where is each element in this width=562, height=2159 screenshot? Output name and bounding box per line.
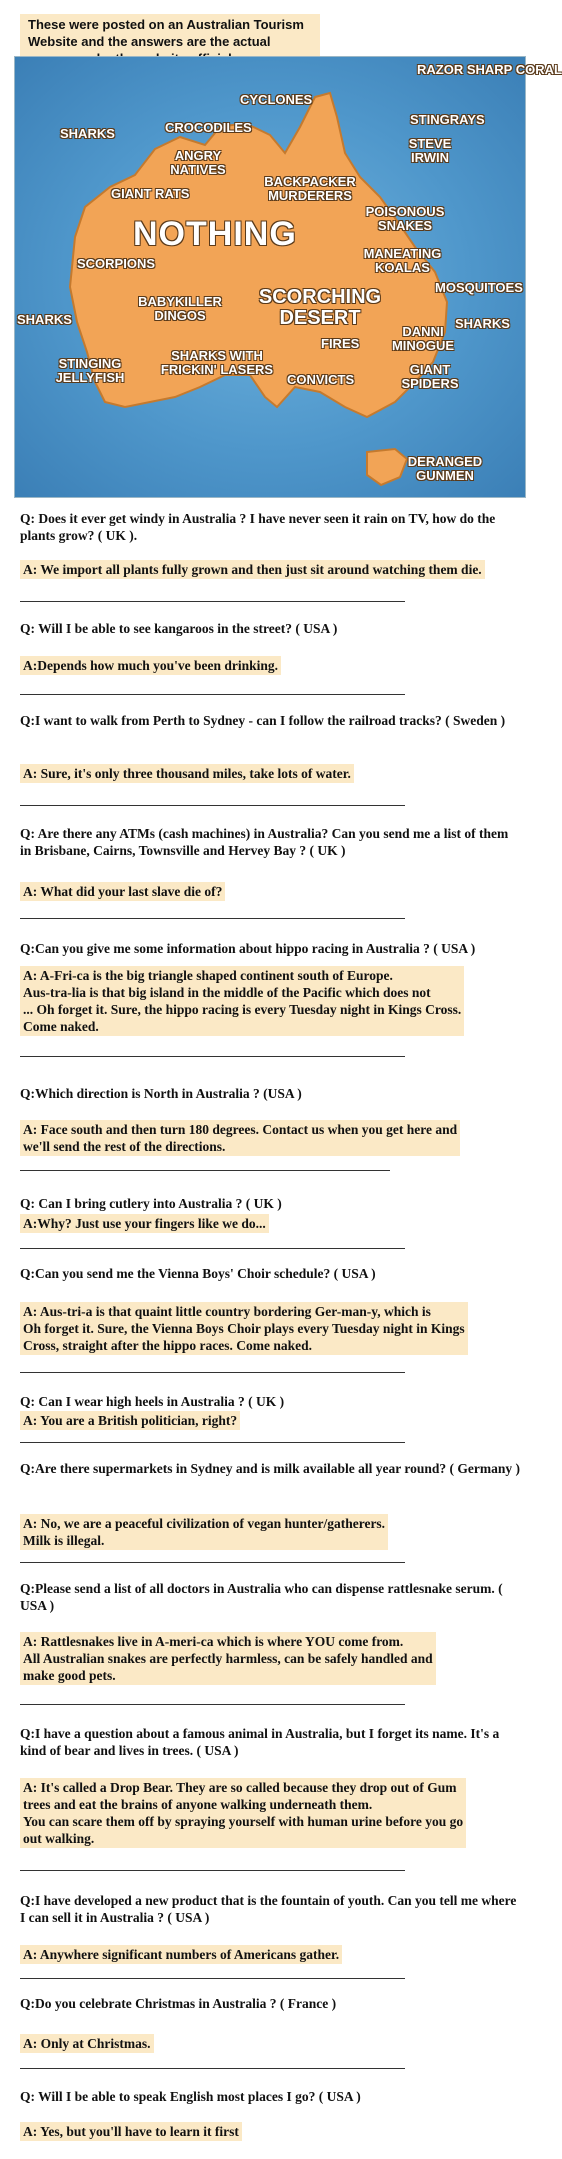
divider xyxy=(20,1562,405,1563)
label-maneating-koalas: MANEATING KOALAS xyxy=(363,246,442,275)
divider xyxy=(20,1372,405,1373)
label-convicts: CONVICTS xyxy=(287,372,355,387)
answer-0 xyxy=(20,560,485,579)
answer-line: A: No, we are a peaceful civilization of vegan hunter/gatherers. xyxy=(23,1516,386,1531)
answer-9 xyxy=(20,1514,388,1550)
label-razor-sharp-coral: RAZOR SHARP CORAL xyxy=(417,62,562,77)
answer-4 xyxy=(20,966,464,1036)
answer-6 xyxy=(20,1214,269,1233)
question-10: Q:Please send a list of all doctors in Australia who can dispense rattlesnake serum. ( USA ) xyxy=(20,1581,503,1613)
label-danni-minogue: DANNI MINOGUE xyxy=(391,324,455,353)
question-6: Q: Can I bring cutlery into Australia ? ( UK ) xyxy=(20,1196,282,1211)
question-0: Q: Does it ever get windy in Australia ? I have never seen it rain on TV, how do the plants grow? ( UK ). xyxy=(20,511,496,543)
divider xyxy=(20,1442,405,1443)
divider xyxy=(20,805,405,806)
answer-line: Milk is illegal. xyxy=(23,1533,105,1548)
label-crocodiles: CROCODILES xyxy=(165,120,252,135)
question-7: Q:Can you send me the Vienna Boys' Choir schedule? ( USA ) xyxy=(20,1266,376,1281)
question-11: Q:I have a question about a famous animal in Australia, but I forget its name. It's a kind of bear and lives in trees. ( USA ) xyxy=(20,1726,500,1758)
label-cyclones: CYCLONES xyxy=(240,92,313,107)
answer-line: we'll send the rest of the directions. xyxy=(23,1139,226,1154)
answer-line: trees and eat the brains of anyone walking underneath them. xyxy=(23,1797,373,1812)
answer-line: A: Yes, but you'll have to learn it first xyxy=(23,2124,239,2139)
question-13: Q:Do you celebrate Christmas in Australia ? ( France ) xyxy=(20,1996,337,2011)
label-scorching-desert: SCORCHING DESERT xyxy=(258,286,382,329)
answer-line: A: Aus-tri-a is that quaint little country bordering Ger-man-y, which is xyxy=(23,1304,431,1319)
answer-8 xyxy=(20,1411,240,1430)
answer-line: A: It's called a Drop Bear. They are so called because they drop out of Gum xyxy=(23,1780,457,1795)
label-mosquitoes: MOSQUITOES xyxy=(435,280,523,295)
divider xyxy=(20,918,405,919)
australia-map xyxy=(14,56,562,498)
answer-line: A: Face south and then turn 180 degrees. Contact us when you get here and xyxy=(23,1122,458,1137)
divider xyxy=(20,1870,405,1871)
label-sharks-frickin-lasers: SHARKS WITH FRICKIN' LASERS xyxy=(160,348,274,377)
answer-line: out walking. xyxy=(23,1831,95,1846)
label-fires: FIRES xyxy=(321,336,360,351)
question-3: Q: Are there any ATMs (cash machines) in Australia? Can you send me a list of them in Brisbane, Cairns, Townsville and Hervey Bay ? ( UK ) xyxy=(20,826,509,858)
answer-line: Oh forget it. Sure, the Vienna Boys Choir plays every Tuesday night in Kings xyxy=(23,1321,465,1336)
answer-1 xyxy=(20,656,281,675)
label-babykiller-dingos: BABYKILLER DINGOS xyxy=(138,294,222,323)
divider xyxy=(20,2068,405,2069)
label-scorpions: SCORPIONS xyxy=(77,256,156,271)
answer-3 xyxy=(20,882,225,901)
label-sharks-w: SHARKS xyxy=(17,312,72,327)
divider xyxy=(20,601,405,602)
answer-line: A: A-Fri-ca is the big triangle shaped continent south of Europe. xyxy=(23,968,393,983)
answer-12 xyxy=(20,1945,342,1964)
label-nothing: NOTHING xyxy=(133,215,297,253)
answer-2 xyxy=(20,764,354,783)
answer-line: ... Oh forget it. Sure, the hippo racing is every Tuesday night in Kings Cross. xyxy=(23,1002,462,1017)
label-giant-rats: GIANT RATS xyxy=(111,186,190,201)
question-4: Q:Can you give me some information about hippo racing in Australia ? ( USA ) xyxy=(20,941,476,956)
answer-13 xyxy=(20,2034,154,2053)
answer-14 xyxy=(20,2122,242,2141)
answer-5 xyxy=(20,1120,460,1156)
answer-line: Aus-tra-lia is that big island in the middle of the Pacific which does not xyxy=(23,985,431,1000)
label-sharks-nw: SHARKS xyxy=(60,126,115,141)
answer-10 xyxy=(20,1632,436,1685)
answer-line: A: Sure, it's only three thousand miles, take lots of water. xyxy=(23,766,351,781)
question-1: Q: Will I be able to see kangaroos in the street? ( USA ) xyxy=(20,621,338,636)
answer-line: A: Only at Christmas. xyxy=(23,2036,151,2051)
question-5: Q:Which direction is North in Australia ? (USA ) xyxy=(20,1086,302,1101)
answer-line: A:Why? Just use your fingers like we do... xyxy=(23,1216,266,1231)
answer-line: A:Depends how much you've been drinking. xyxy=(23,658,279,673)
divider xyxy=(20,694,405,695)
answer-line: All Australian snakes are perfectly harmless, can be safely handled and xyxy=(23,1651,433,1666)
label-stingrays: STINGRAYS xyxy=(410,112,485,127)
label-angry-natives: ANGRY NATIVES xyxy=(170,148,226,177)
answer-line: A: What did your last slave die of? xyxy=(23,884,223,899)
question-8: Q: Can I wear high heels in Australia ? ( UK ) xyxy=(20,1394,285,1409)
divider xyxy=(20,1056,405,1057)
label-stinging-jellyfish: STINGING JELLYFISH xyxy=(55,356,125,385)
label-sharks-e: SHARKS xyxy=(455,316,510,331)
question-2: Q:I want to walk from Perth to Sydney - can I follow the railroad tracks? ( Sweden ) xyxy=(20,713,506,728)
divider xyxy=(20,1248,405,1249)
label-giant-spiders: GIANT SPIDERS xyxy=(401,362,459,391)
answer-line: make good pets. xyxy=(23,1668,116,1683)
divider xyxy=(20,1170,390,1171)
answer-line: A: Rattlesnakes live in A-meri-ca which is where YOU come from. xyxy=(23,1634,404,1649)
question-9: Q:Are there supermarkets in Sydney and is milk available all year round? ( Germany ) xyxy=(20,1461,521,1476)
answer-line: A: You are a British politician, right? xyxy=(23,1413,238,1428)
question-14: Q: Will I be able to speak English most places I go? ( USA ) xyxy=(20,2089,361,2104)
answer-7 xyxy=(20,1302,468,1355)
intro-caption: These were posted on an Australian Tourism Website and the answers are the actual xyxy=(20,14,320,69)
answer-line: Cross, straight after the hippo races. Come naked. xyxy=(23,1338,312,1353)
answer-11 xyxy=(20,1778,466,1848)
label-backpacker-murderers: BACKPACKER MURDERERS xyxy=(264,174,356,203)
answer-line: A: Anywhere significant numbers of Americans gather. xyxy=(23,1947,340,1962)
divider xyxy=(20,1704,405,1705)
label-deranged-gunmen: DERANGED GUNMEN xyxy=(407,454,483,483)
label-poisonous-snakes: POISONOUS SNAKES xyxy=(365,204,445,233)
divider xyxy=(20,1978,405,1979)
answer-line: Come naked. xyxy=(23,1019,99,1034)
answer-line: You can scare them off by spraying yourself with human urine before you go xyxy=(23,1814,464,1829)
answer-line: A: We import all plants fully grown and then just sit around watching them die. xyxy=(23,562,482,577)
label-steve-irwin: STEVE IRWIN xyxy=(408,136,452,165)
question-12: Q:I have developed a new product that is the fountain of youth. Can you tell me where I can sell it in Australia ? ( USA ) xyxy=(20,1893,517,1925)
